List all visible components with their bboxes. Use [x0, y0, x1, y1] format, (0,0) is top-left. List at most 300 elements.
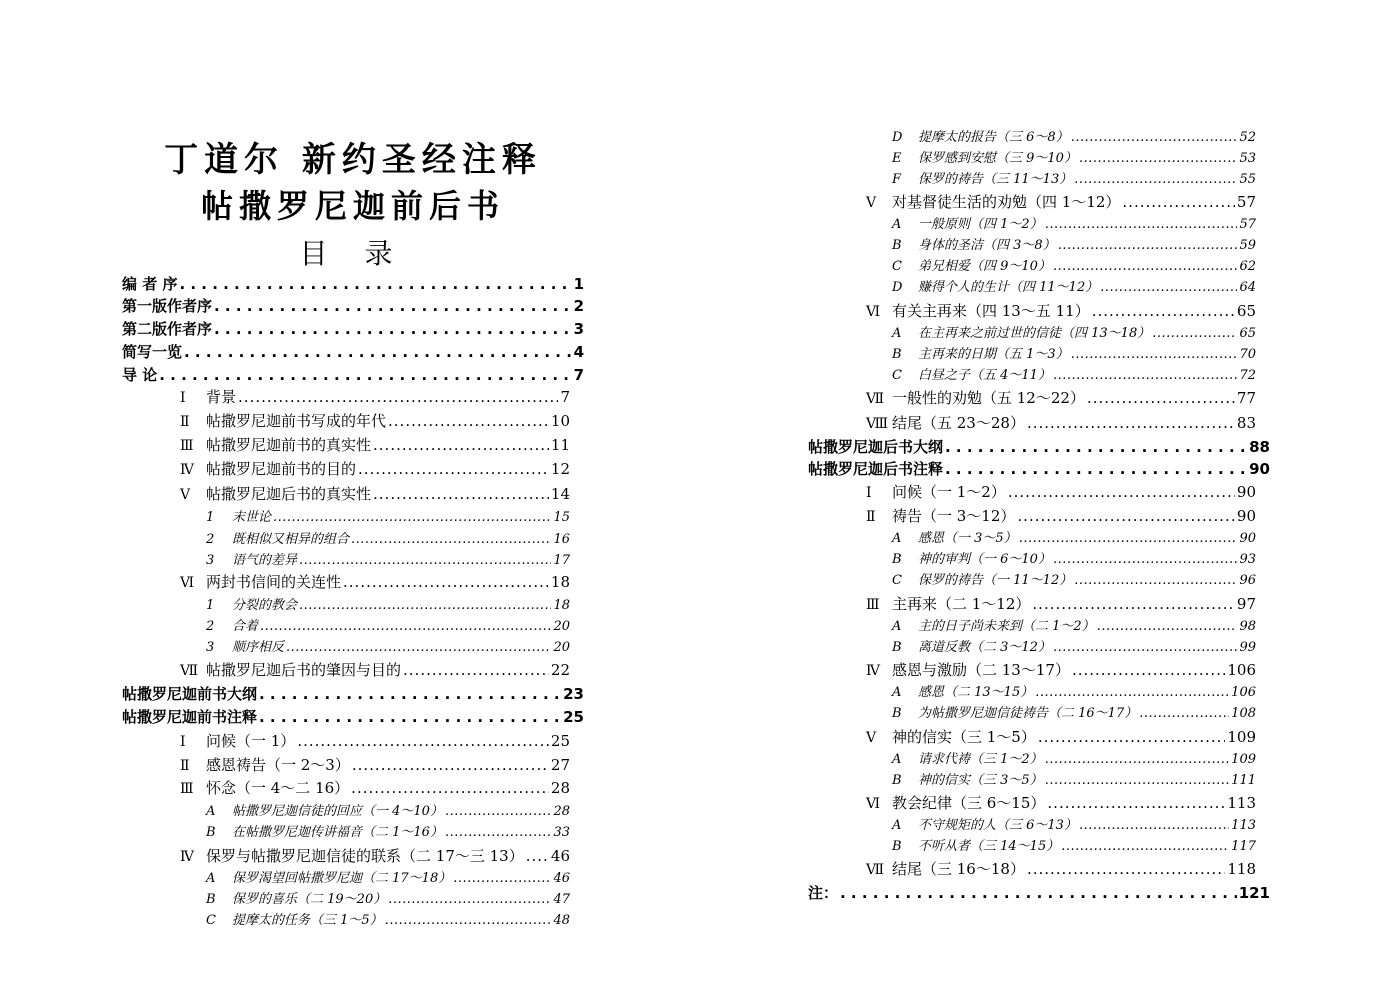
toc-entry-number: Ⅵ — [180, 575, 195, 591]
toc-entry[interactable] — [892, 214, 1256, 236]
toc-entry[interactable] — [866, 792, 1256, 814]
toc-entry-page: 59 — [1239, 238, 1256, 253]
toc-entry-title — [866, 858, 1025, 881]
toc-entry-page: 2 — [573, 297, 584, 315]
toc-entry-title — [866, 726, 1036, 749]
toc-entry-number: Ⅴ — [866, 195, 877, 211]
toc-entry[interactable] — [206, 637, 570, 659]
toc-entry[interactable] — [180, 434, 570, 456]
toc-entry-title — [206, 507, 271, 529]
toc-entry[interactable] — [180, 483, 570, 505]
toc-entry-title — [122, 683, 257, 705]
toc-entry-page: 22 — [550, 661, 570, 679]
dot-leader — [299, 595, 551, 617]
toc-entry[interactable] — [122, 273, 584, 295]
dot-leader — [1122, 191, 1235, 213]
toc-entry[interactable] — [180, 410, 570, 432]
toc-entry-text: 语气的差异 — [232, 553, 298, 568]
dot-leader — [179, 273, 571, 295]
toc-entry-page: 48 — [553, 913, 570, 928]
toc-entry-number: 1 — [206, 510, 215, 525]
toc-entry-text: 神的审判（一 6～10） — [918, 552, 1051, 567]
toc-entry-text: 感恩（一 3～5） — [918, 531, 1017, 546]
toc-entry-text: 主再来的日期（五 1～3） — [918, 347, 1069, 362]
dot-leader — [214, 318, 572, 340]
toc-entry[interactable] — [866, 387, 1256, 409]
toc-entry-text: 简写一览 — [122, 343, 183, 361]
toc-entry-title — [180, 571, 341, 594]
dot-leader — [1097, 616, 1238, 638]
toc-entry-page: 62 — [1239, 259, 1256, 274]
toc-entry-text: 不听从者（三 14～15） — [918, 839, 1060, 854]
toc-entry-number: F — [892, 172, 902, 187]
toc-entry-title — [206, 889, 386, 911]
toc-entry[interactable] — [892, 570, 1256, 592]
toc-entry-text: 感恩祷告（一 2～3） — [206, 756, 350, 774]
toc-entry[interactable] — [866, 412, 1256, 434]
toc-entry-text: 第一版作者序 — [122, 297, 213, 315]
toc-entry-text: 对基督徒生活的劝勉（四 1～12） — [892, 193, 1121, 211]
toc-entry[interactable] — [866, 858, 1256, 880]
toc-entry-number: A — [892, 685, 902, 700]
toc-entry-number: B — [892, 238, 902, 253]
toc-entry-title — [866, 481, 1006, 504]
toc-entry-page: 28 — [550, 779, 570, 797]
toc-entry-title — [180, 483, 371, 506]
toc-entry-page: 55 — [1239, 172, 1256, 187]
toc-entry-page: 20 — [553, 619, 570, 634]
toc-entry-text: 帖撒罗尼迦信徒的回应（一 4～10） — [232, 804, 443, 819]
toc-entry-title — [892, 549, 1051, 571]
toc-entry[interactable] — [808, 436, 1270, 458]
toc-entry-number: Ⅵ — [866, 304, 881, 320]
toc-entry-title — [808, 882, 838, 904]
dot-leader — [1071, 127, 1238, 149]
toc-entry[interactable] — [892, 703, 1256, 725]
toc-entry-text: 保罗的祷告（一 11～12） — [918, 573, 1073, 588]
toc-entry-text: 保罗渴望回帖撒罗尼迦（二 17～18） — [232, 871, 452, 886]
dot-leader — [526, 845, 549, 867]
toc-entry[interactable] — [206, 595, 570, 617]
toc-entry-page: 4 — [573, 343, 584, 361]
toc-entry-title — [122, 341, 182, 363]
toc-entry[interactable] — [892, 365, 1256, 387]
toc-entry-title — [122, 318, 212, 340]
toc-entry-title — [892, 703, 1137, 725]
toc-entry-number: A — [892, 752, 902, 767]
toc-entry-title — [892, 815, 1077, 837]
toc-entry-title — [206, 868, 451, 890]
dot-leader — [297, 730, 549, 752]
toc-entry-number: Ⅶ — [866, 862, 885, 878]
toc-entry-page: 46 — [553, 871, 570, 886]
toc-entry[interactable] — [808, 458, 1270, 480]
toc-entry-text: 顺序相反 — [232, 640, 285, 655]
dot-leader — [1038, 726, 1226, 748]
toc-entry[interactable] — [892, 815, 1256, 837]
toc-entry-page: 106 — [1227, 661, 1256, 679]
toc-entry-page: 64 — [1239, 280, 1256, 295]
toc-entry-title — [892, 344, 1069, 366]
toc-entry[interactable] — [122, 295, 584, 317]
toc-entry-title — [866, 792, 1045, 815]
toc-entry[interactable] — [892, 235, 1256, 257]
toc-entry-page: 18 — [553, 598, 570, 613]
toc-entry-number: B — [206, 892, 216, 907]
toc-entry-title — [892, 277, 1098, 299]
toc-entry-number: B — [892, 839, 902, 854]
toc-entry-text: 问候（一 1～2） — [892, 483, 1006, 501]
toc-entry-number: 3 — [206, 553, 215, 568]
toc-entry[interactable] — [892, 169, 1256, 191]
toc-entry[interactable] — [866, 505, 1256, 527]
toc-entry-title — [892, 637, 1051, 659]
toc-entry-title — [892, 528, 1017, 550]
toc-entry-page: 33 — [553, 825, 570, 840]
toc-entry-title — [892, 682, 1033, 704]
toc-entry-page: 57 — [1239, 217, 1256, 232]
toc-entry-page: 15 — [553, 510, 570, 525]
dot-leader — [1045, 214, 1238, 236]
toc-entry-title — [180, 386, 236, 409]
toc-entry-title — [180, 434, 371, 457]
toc-entry-title — [206, 822, 443, 844]
toc-entry-text: 保罗的祷告（三 11～13） — [918, 172, 1073, 187]
toc-entry-text: 主的日子尚未来到（二 1～2） — [918, 619, 1095, 634]
toc-entry-text: 合着 — [232, 619, 259, 634]
toc-entry-page: 121 — [1238, 884, 1270, 902]
toc-entry-number: C — [892, 368, 902, 383]
toc-entry[interactable] — [180, 659, 570, 681]
toc-entry-text: 帖撒罗尼迦后书注释 — [808, 460, 944, 478]
dot-leader — [1032, 593, 1235, 615]
toc-entry-page: 57 — [1236, 193, 1256, 211]
toc-entry-text: 弟兄相爱（四 9～10） — [918, 259, 1051, 274]
dot-leader — [445, 801, 552, 823]
dot-leader — [352, 754, 549, 776]
toc-entry-number: Ⅱ — [866, 509, 876, 525]
toc-entry-page: 93 — [1239, 552, 1256, 567]
dot-leader — [1100, 277, 1237, 299]
toc-entry-title — [122, 706, 257, 728]
toc-entry[interactable] — [892, 749, 1256, 771]
toc-entry[interactable] — [892, 528, 1256, 550]
toc-entry-page: 12 — [550, 460, 570, 478]
toc-entry-page: 98 — [1239, 619, 1256, 634]
toc-entry-page: 96 — [1239, 573, 1256, 588]
dot-leader — [1152, 323, 1237, 345]
toc-entry[interactable] — [180, 730, 570, 752]
toc-entry-text: 编 者 序 — [122, 275, 178, 293]
toc-entry-text: 结尾（五 23～28） — [892, 414, 1025, 432]
toc-entry-title — [180, 777, 349, 800]
toc-entry-number: Ⅳ — [180, 849, 194, 865]
toc-entry-text: 提摩太的报告（三 6～8） — [918, 130, 1069, 145]
dot-leader — [184, 341, 572, 363]
toc-entry-number: Ⅷ — [866, 416, 889, 432]
toc-entry-page: 23 — [563, 685, 584, 703]
toc-entry-page: 1 — [573, 275, 584, 293]
toc-entry[interactable] — [206, 616, 570, 638]
toc-entry-page: 88 — [1249, 438, 1270, 456]
toc-entry[interactable] — [892, 344, 1256, 366]
toc-entry-number: 3 — [206, 640, 215, 655]
dot-leader — [945, 436, 1247, 458]
toc-entry[interactable] — [206, 529, 570, 551]
dot-leader — [259, 706, 561, 728]
dot-leader — [1047, 792, 1225, 814]
toc-entry-title — [206, 910, 383, 932]
toc-entry-text: 第二版作者序 — [122, 320, 213, 338]
toc-entry-text: 注： — [808, 884, 839, 902]
toc-entry-title — [866, 191, 1120, 214]
toc-entry[interactable] — [892, 549, 1256, 571]
toc-entry-title — [892, 148, 1077, 170]
toc-entry[interactable] — [180, 754, 570, 776]
toc-entry-text: 保罗与帖撒罗尼迦信徒的联系（二 17～三 13） — [206, 847, 524, 865]
toc-entry-number: D — [892, 280, 903, 295]
toc-entry-title — [180, 754, 350, 777]
dot-leader — [1072, 659, 1225, 681]
toc-entry-title — [892, 169, 1072, 191]
toc-entry-text: 分裂的教会 — [232, 598, 298, 613]
toc-entry-number: A — [206, 804, 216, 819]
dot-leader — [1017, 505, 1235, 527]
toc-entry-text: 问候（一 1） — [206, 732, 296, 750]
toc-entry-number: Ⅳ — [180, 462, 194, 478]
toc-entry-page: 109 — [1231, 752, 1256, 767]
toc-entry-page: 17 — [553, 553, 570, 568]
toc-entry-title — [180, 410, 386, 433]
dot-leader — [1092, 300, 1235, 322]
toc-entry-text: 提摩太的任务（三 1～5） — [232, 913, 383, 928]
toc-entry-text: 一般性的劝勉（五 12～22） — [892, 389, 1085, 407]
toc-entry[interactable] — [892, 127, 1256, 149]
toc-entry-text: 身体的圣洁（四 3～8） — [918, 238, 1056, 253]
toc-entry-text: 在帖撒罗尼迦传讲福音（二 1～16） — [232, 825, 443, 840]
dot-leader — [1079, 815, 1229, 837]
toc-entry-title — [892, 323, 1150, 345]
toc-entry-page: 3 — [573, 320, 584, 338]
toc-entry-page: 7 — [560, 388, 570, 406]
toc-entry-page: 53 — [1239, 151, 1256, 166]
dot-leader — [343, 571, 549, 593]
dot-leader — [1058, 235, 1238, 257]
dot-leader — [1087, 387, 1235, 409]
toc-entry[interactable] — [892, 277, 1256, 299]
toc-entry[interactable] — [892, 682, 1256, 704]
toc-entry-text: 保罗的喜乐（二 19～20） — [232, 892, 387, 907]
toc-entry[interactable] — [866, 481, 1256, 503]
toc-entry[interactable] — [180, 777, 570, 799]
toc-entry[interactable] — [122, 318, 584, 340]
toc-entry[interactable] — [892, 323, 1256, 345]
dot-leader — [273, 507, 551, 529]
dot-leader — [403, 659, 549, 681]
toc-entry[interactable] — [866, 726, 1256, 748]
toc-entry-page: 118 — [1227, 860, 1256, 878]
toc-entry-number: B — [892, 640, 902, 655]
toc-entry[interactable] — [122, 706, 584, 728]
dot-leader — [1074, 570, 1237, 592]
toc-entry[interactable] — [892, 616, 1256, 638]
toc-entry-text: 帖撒罗尼迦后书的肇因与目的 — [206, 661, 402, 679]
toc-entry-text: 既相似又相异的组合 — [232, 532, 350, 547]
toc-entry-title — [206, 616, 258, 638]
dot-leader — [358, 458, 549, 480]
toc-entry-page: 113 — [1231, 818, 1256, 833]
toc-entry[interactable] — [866, 593, 1256, 615]
toc-entry-text: 为帖撒罗尼迦信徒祷告（二 16～17） — [918, 706, 1138, 721]
dot-leader — [1071, 344, 1238, 366]
toc-entry-text: 帖撒罗尼迦前书注释 — [122, 708, 258, 726]
toc-entry-title — [892, 235, 1056, 257]
toc-entry-page: 65 — [1236, 302, 1256, 320]
toc-entry-page: 14 — [550, 485, 570, 503]
toc-entry-page: 7 — [573, 366, 584, 384]
toc-entry[interactable] — [180, 571, 570, 593]
toc-entry-text: 帖撒罗尼迦前书的真实性 — [206, 436, 372, 454]
toc-entry-page: 90 — [1236, 483, 1256, 501]
toc-entry-title — [206, 801, 443, 823]
toc-entry[interactable] — [866, 191, 1256, 213]
toc-entry[interactable] — [808, 882, 1270, 904]
toc-entry-title — [866, 505, 1015, 528]
toc-entry-title — [866, 659, 1070, 682]
toc-entry-number: Ⅴ — [180, 487, 191, 503]
dot-leader — [1027, 412, 1235, 434]
toc-entry-page: 16 — [553, 532, 570, 547]
dot-leader — [840, 882, 1237, 904]
toc-entry[interactable] — [122, 683, 584, 705]
dot-leader — [1053, 256, 1238, 278]
toc-entry[interactable] — [892, 770, 1256, 792]
toc-entry-title — [180, 730, 295, 753]
toc-entry-number: 2 — [206, 532, 215, 547]
toc-entry-text: 主再来（二 1～12） — [892, 595, 1031, 613]
toc-entry-title — [180, 845, 524, 868]
toc-entry-number: Ⅰ — [180, 734, 186, 750]
toc-entry-number: D — [892, 130, 903, 145]
toc-entry-number: B — [206, 825, 216, 840]
toc-entry[interactable] — [866, 659, 1256, 681]
toc-entry-text: 帖撒罗尼迦后书的真实性 — [206, 485, 372, 503]
dot-leader — [1053, 637, 1238, 659]
toc-entry[interactable] — [206, 889, 570, 911]
toc-entry-number: A — [206, 871, 216, 886]
dot-leader — [388, 889, 551, 911]
toc-entry-text: 导 论 — [122, 366, 158, 384]
toc-entry[interactable] — [866, 300, 1256, 322]
toc-entry-text: 怀念（一 4～二 16） — [206, 779, 350, 797]
toc-entry-text: 背景 — [206, 388, 237, 406]
dot-leader — [1053, 365, 1238, 387]
toc-entry-title — [866, 387, 1085, 410]
toc-entry-page: 106 — [1231, 685, 1256, 700]
toc-entry-text: 感恩（二 13～15） — [918, 685, 1034, 700]
toc-entry-title — [892, 127, 1069, 149]
book-title: 帖撒罗尼迦前后书 — [200, 187, 505, 225]
dot-leader — [1053, 549, 1238, 571]
dot-leader — [351, 529, 551, 551]
toc-entry-page: 113 — [1227, 794, 1256, 812]
toc-entry[interactable] — [122, 364, 584, 386]
toc-entry[interactable] — [122, 341, 584, 363]
toc-entry-text: 请求代祷（三 1～2） — [918, 752, 1043, 767]
toc-entry[interactable] — [180, 458, 570, 480]
toc-entry-text: 赚得个人的生计（四 11～12） — [918, 280, 1099, 295]
toc-entry-title — [892, 214, 1043, 236]
toc-entry-title — [206, 595, 297, 617]
toc-entry[interactable] — [206, 910, 570, 932]
toc-entry-page: 18 — [550, 573, 570, 591]
toc-entry-text: 一般原则（四 1～2） — [918, 217, 1043, 232]
toc-entry-title — [866, 300, 1090, 323]
toc-entry-number: C — [206, 913, 216, 928]
toc-entry-text: 在主再来之前过世的信徒（四 13～18） — [918, 326, 1151, 341]
toc-entry[interactable] — [892, 637, 1256, 659]
toc-entry-number: Ⅲ — [180, 438, 194, 454]
toc-entry[interactable] — [892, 148, 1256, 170]
toc-entry-title — [206, 637, 284, 659]
toc-entry[interactable] — [206, 550, 570, 572]
toc-entry-title — [892, 256, 1051, 278]
toc-entry[interactable] — [180, 845, 570, 867]
toc-entry-title — [808, 458, 943, 480]
toc-entry-number: B — [892, 552, 902, 567]
toc-entry-page: 77 — [1236, 389, 1256, 407]
toc-entry[interactable] — [206, 801, 570, 823]
toc-entry-page: 11 — [550, 436, 570, 454]
toc-entry-page: 27 — [550, 756, 570, 774]
dot-leader — [286, 637, 551, 659]
toc-entry-page: 52 — [1239, 130, 1256, 145]
dot-leader — [1027, 858, 1225, 880]
toc-entry[interactable] — [892, 836, 1256, 858]
toc-entry-number: A — [892, 326, 902, 341]
dot-leader — [351, 777, 549, 799]
toc-entry-page: 25 — [550, 732, 570, 750]
dot-leader — [1139, 703, 1229, 725]
toc-entry-title — [866, 412, 1025, 435]
toc-entry-title — [180, 458, 356, 481]
toc-entry-page: 90 — [1236, 507, 1256, 525]
toc-entry-number: Ⅰ — [866, 485, 872, 501]
dot-leader — [1061, 836, 1229, 858]
dot-leader — [1019, 528, 1238, 550]
toc-entry-number: Ⅲ — [866, 597, 880, 613]
toc-entry-number: A — [892, 818, 902, 833]
toc-entry-page: 46 — [550, 847, 570, 865]
toc-entry[interactable] — [180, 386, 570, 408]
toc-entry[interactable] — [206, 507, 570, 529]
toc-entry-number: Ⅴ — [866, 730, 877, 746]
toc-entry-text: 两封书信间的关连性 — [206, 573, 342, 591]
toc-entry-number: C — [892, 259, 902, 274]
toc-entry-page: 65 — [1239, 326, 1256, 341]
dot-leader — [445, 822, 552, 844]
toc-entry[interactable] — [206, 822, 570, 844]
toc-entry-text: 教会纪律（三 6～15） — [892, 794, 1046, 812]
toc-entry-title — [122, 295, 212, 317]
toc-entry[interactable] — [206, 868, 570, 890]
toc-entry-text: 保罗感到安慰（三 9～10） — [918, 151, 1077, 166]
toc-entry-text: 神的信实（三 3～5） — [918, 773, 1043, 788]
toc-entry-title — [122, 273, 177, 295]
toc-entry-number: A — [892, 619, 902, 634]
toc-entry-title — [206, 550, 297, 572]
toc-entry[interactable] — [892, 256, 1256, 278]
